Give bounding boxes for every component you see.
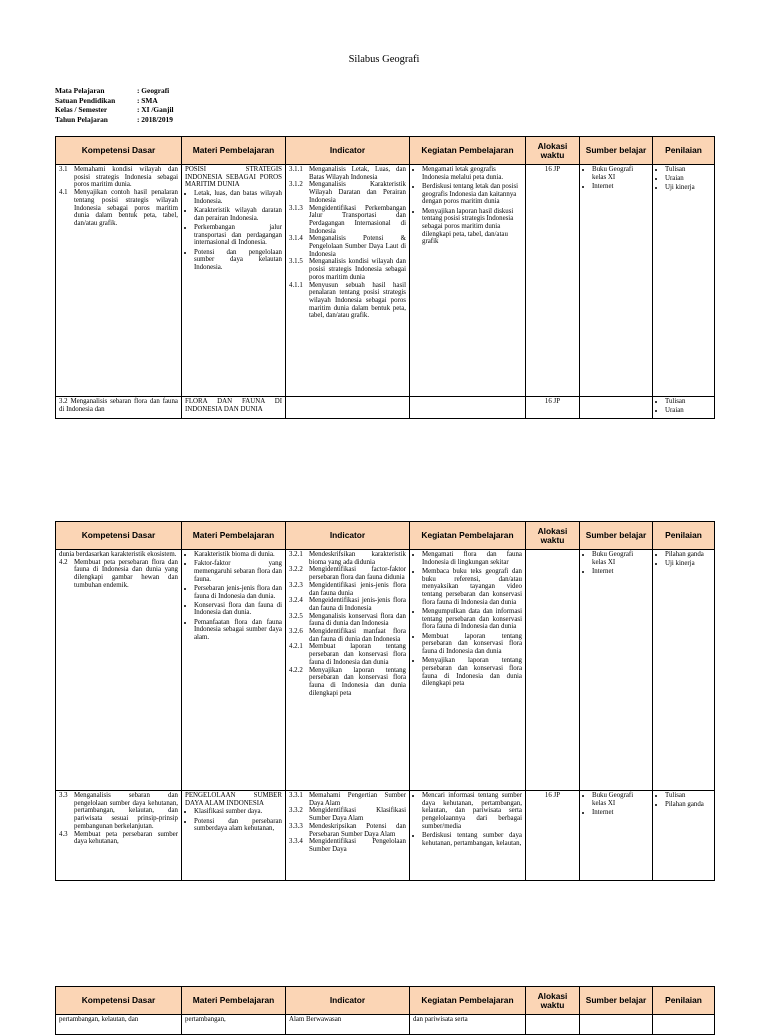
kd-number: 3.1: [59, 166, 68, 173]
list-item: • Uraian: [665, 175, 711, 183]
cell-alokasi: [526, 550, 580, 791]
info-row: [55, 96, 174, 106]
cell-sumber: [580, 791, 653, 881]
indicator-item: [289, 792, 406, 807]
cell-indikator: [286, 397, 410, 419]
cell-kegiatan: [410, 550, 526, 791]
indicator-item: [289, 566, 406, 581]
cell-penilaian: [653, 397, 715, 419]
cell-indikator: Alam Berwawasan: [286, 1015, 410, 1035]
indicator-item: [289, 613, 406, 628]
table-header-row: [56, 522, 715, 550]
indicator-number: 3.2.2: [289, 566, 303, 574]
header-kegiatan: Kegiatan Pembelajaran: [410, 522, 526, 550]
indicator-text: Menganalisis Letak, Luas, dan Batas Wilayah Indonesia: [309, 166, 406, 181]
kd-number: 4.2: [59, 558, 68, 566]
cell-kd: [56, 165, 182, 397]
info-label: Kelas / Semester: [55, 105, 108, 115]
indicator-item: [289, 582, 406, 597]
document-title: Silabus Geografi: [348, 54, 420, 65]
info-row: [55, 115, 174, 125]
list-item: • Persebaran jenis-jenis flora dan fauna di Indonesia dan dunia.: [194, 585, 282, 600]
list-item: • Perkembangan jalur transportasi dan perdagangan internasional di Indonesia.: [194, 224, 282, 247]
indicator-text: Menganalisis konservasi flora dan fauna di dunia dan Indonesia: [309, 612, 406, 628]
indicator-number: 4.1.1: [289, 281, 303, 289]
indicator-text: Menganalisis Karakteristik Wilayah Daratan dan Perairan Indonesia: [309, 181, 406, 204]
header-kegiatan: Kegiatan Pembelajaran: [410, 137, 526, 165]
table-row: [56, 165, 715, 397]
list-item: • Letak, luas, dan batas wilayah Indonesia.: [194, 190, 282, 205]
info-label: Satuan Pendidikan: [55, 95, 116, 105]
indicator-text: Menganalisis kondisi wilayah dan posisi strategis Indonesia sebagai poros maritim dunia: [309, 258, 406, 281]
info-label: Tahun Pelajaran: [55, 114, 108, 124]
syllabus-table-2: [55, 521, 715, 881]
header-indikator: Indicator: [286, 522, 410, 550]
kd-item: [59, 792, 178, 831]
indicator-number: 3.2.4: [289, 597, 303, 605]
cell-sumber: [580, 165, 653, 397]
list-item: • Tulisan: [665, 792, 711, 800]
list-item: • Pilahan ganda: [665, 551, 711, 559]
header-materi: Materi Pembelajaran: [182, 137, 286, 165]
indicator-text: Memahami Pengertian Sumber Daya Alam: [309, 792, 406, 807]
indicator-item: [289, 643, 406, 666]
list-item: • Mengamati letak geografis Indonesia melalui peta dunia.: [422, 166, 522, 181]
list-item: • Uraian: [665, 407, 711, 415]
indicator-text: Mendeskripsikan Potensi dan Persebaran Sumber Daya Alam: [309, 822, 406, 838]
list-item: • Buku Geografi kelas XI: [592, 792, 649, 807]
cell-penilaian: [653, 791, 715, 881]
kd-text: Membuat peta persebaran sumber daya kehutanan,: [74, 830, 178, 846]
indicator-item: [289, 181, 406, 204]
cell-indikator: [286, 165, 410, 397]
header-alokasi: Alokasi waktu: [526, 522, 580, 550]
indicator-number: 3.2.5: [289, 612, 303, 620]
indicator-number: 3.3.3: [289, 822, 303, 830]
header-indikator: Indicator: [286, 137, 410, 165]
table-row: [56, 550, 715, 791]
course-info: [55, 86, 174, 124]
cell-penilaian: [653, 550, 715, 791]
header-sumber: Sumber belajar: [580, 522, 653, 550]
cell-materi: pertambangan,: [182, 1015, 286, 1035]
list-item: • Mencari informasi tentang sumber daya kehutanan, pertambangan, kelautan, dan pariwisata serta pengelolaannya dari berbagai sumber/media: [422, 792, 522, 831]
kd-text: Membuat peta persebaran flora dan fauna di Indonesia dan dunia yang dilengkapi gambar hewan dan tumbuhan endemik.: [74, 558, 178, 589]
indicator-text: Mendeskrifsikan karakteristik bioma yang ada didunia: [309, 551, 406, 566]
list-item: • Internet: [592, 809, 649, 817]
list-item: • Tulisan: [665, 166, 711, 174]
indicator-number: 3.1.5: [289, 258, 303, 266]
list-item: • Berdiskusi tentang letak dan posisi geografis Indonesia dan kaitannya dengan poros maritim dunia: [422, 183, 522, 206]
cell-alokasi: [526, 1015, 580, 1035]
kd-number: 4.1: [59, 189, 68, 197]
table-header-row: [56, 137, 715, 165]
kd-number: 3.3: [59, 792, 68, 799]
table-row: [56, 1015, 715, 1035]
indicator-item: [289, 823, 406, 838]
cell-kd: 3.2 Menganalisis sebaran flora dan fauna di Indonesia dan: [56, 397, 182, 419]
indicator-number: 4.2.2: [289, 666, 303, 674]
cell-kd: [56, 550, 182, 791]
materi-heading: FLORA DAN FAUNA DI INDONESIA DAN DUNIA: [185, 398, 282, 413]
header-penilaian: Penilaian: [653, 522, 715, 550]
info-label: Mata Pelajaran: [55, 86, 105, 95]
cell-materi: [182, 165, 286, 397]
syllabus-table-1: [55, 136, 715, 419]
kd-item: [59, 831, 178, 846]
header-kompetensi-dasar: Kompetensi Dasar: [56, 137, 182, 165]
list-item: • Mengumpulkan data dan informasi tentang persebaran dan konservasi flora fauna di Indonesia dan dunia: [422, 608, 522, 631]
header-kegiatan: Kegiatan Pembelajaran: [410, 987, 526, 1015]
list-item: • Faktor-faktor yang memengaruhi sebaran flora dan fauna.: [194, 560, 282, 583]
materi-heading: POSISI STRATEGIS INDONESIA SEBAGAI POROS MARITIM DUNIA: [185, 166, 282, 189]
cell-sumber: [580, 1015, 653, 1035]
list-item: • Membaca buku teks geografi dan buku referensi, dan/atau menyaksikan tayangan video tentang persebaran dan konservasi flora fauna di Indonesia dan dunia: [422, 568, 522, 607]
list-item: • Menyajikan laporan hasil diskusi tentang posisi strategis Indonesia sebagai poros maritim dunia dilengkapi peta, tabel, dan/atau grafik: [422, 208, 522, 247]
indicator-item: [289, 166, 406, 181]
indicator-item: [289, 235, 406, 258]
kd-number: 4.3: [59, 830, 68, 838]
kd-continuation: dunia berdasarkan karakteristik ekosistem.: [59, 551, 177, 558]
list-item: • Mengamati flora dan fauna Indonesia di lingkungan sekitar: [422, 551, 522, 566]
cell-alokasi: 16 JP: [526, 165, 580, 397]
cell-kd: pertambangan, kelautan, dan: [56, 1015, 182, 1035]
list-item: • Pemanfaatan flora dan fauna Indonesia sebagai sumber daya alam.: [194, 619, 282, 642]
header-kompetensi-dasar: Kompetensi Dasar: [56, 522, 182, 550]
cell-penilaian: [653, 1015, 715, 1035]
indicator-number: 3.3.2: [289, 807, 303, 815]
cell-penilaian: [653, 165, 715, 397]
header-sumber: Sumber belajar: [580, 137, 653, 165]
kd-item: [59, 189, 178, 228]
indicator-number: 3.2.1: [289, 551, 303, 558]
cell-materi: [182, 397, 286, 419]
info-value: : Geografi: [137, 86, 170, 95]
indicator-text: Mengidentifikasi Pengelolaan Sumber Daya: [309, 838, 406, 853]
materi-heading: PENGELOLAAN SUMBER DAYA ALAM INDONESIA: [185, 792, 282, 807]
list-item: • Menyajikan laporan tentang persebaran dan konservasi flora fauna di Indonesia dan dunia dilengkapi peta: [422, 657, 522, 688]
header-sumber: Sumber belajar: [580, 987, 653, 1015]
syllabus-table-3: [55, 986, 715, 1035]
indicator-text: Mengeidentifikasi jenis-jenis flora dan fauna di Indonesia: [309, 597, 406, 612]
indicator-item: [289, 597, 406, 612]
info-row: [55, 105, 174, 115]
list-item: • Klasifikasi sumber daya.: [194, 808, 282, 816]
list-item: • Berdiskusi tentang sumber daya kehutanan, pertambangan, kelautan,: [422, 832, 522, 847]
indicator-number: 3.2.3: [289, 581, 303, 589]
indicator-item: [289, 807, 406, 822]
cell-kegiatan: [410, 165, 526, 397]
indicator-item: [289, 551, 406, 566]
info-value: : 2018/2019: [137, 114, 173, 124]
cell-sumber: [580, 550, 653, 791]
table-row: [56, 397, 715, 419]
kd-text: Menyajikan contoh hasil penalaran tentang posisi strategis wilayah Indonesia sebagai poros maritim dunia dalam bentuk peta, tabel, dan/atau grafik.: [74, 189, 178, 227]
indicator-text: Mengidentifikasi Perkembangan Jalur Transportasi dan Perdagangan Internasional di Indonesia: [309, 204, 406, 235]
header-alokasi: Alokasi waktu: [526, 987, 580, 1015]
indicator-number: 3.1.4: [289, 235, 303, 243]
info-row: [55, 86, 174, 96]
indicator-number: 3.1.3: [289, 204, 303, 212]
list-item: • Karakteristik bioma di dunia.: [194, 551, 282, 559]
indicator-number: 3.1.2: [289, 181, 303, 189]
cell-indikator: [286, 550, 410, 791]
indicator-item: [289, 258, 406, 281]
kd-item: [59, 166, 178, 189]
kd-text: Memahami kondisi wilayah dan posisi strategis Indonesia sebagai poros maritim dunia.: [74, 166, 178, 189]
header-materi: Materi Pembelajaran: [182, 987, 286, 1015]
cell-sumber: [580, 397, 653, 419]
indicator-item: [289, 628, 406, 643]
header-kompetensi-dasar: Kompetensi Dasar: [56, 987, 182, 1015]
cell-indikator: [286, 791, 410, 881]
indicator-number: 3.1.1: [289, 166, 303, 173]
indicator-number: 3.3.1: [289, 792, 303, 799]
list-item: • Uji kinerja: [665, 560, 711, 568]
indicator-number: 3.3.4: [289, 838, 303, 846]
cell-alokasi: 16 JP: [526, 791, 580, 881]
list-item: • Karakteristik wilayah daratan dan perairan Indonesia.: [194, 207, 282, 222]
list-item: • Pilahan ganda: [665, 801, 711, 809]
list-item: • Potensi dan persebaran sumberdaya alam kehutanan,: [194, 818, 282, 833]
info-value: : SMA: [137, 95, 158, 105]
indicator-item: [289, 838, 406, 853]
cell-kd: [56, 791, 182, 881]
indicator-text: Mengidentifikasi Klasifikasi Sumber Daya Alam: [309, 807, 406, 823]
indicator-text: Mengidentifikasi factor-faktor persebaran flora dan fauna didunia: [309, 566, 406, 582]
list-item: • Internet: [592, 183, 649, 191]
list-item: • Buku Geografi kelas XI: [592, 551, 649, 566]
cell-kegiatan: [410, 397, 526, 419]
table-row: [56, 791, 715, 881]
cell-kegiatan: dan pariwisata serta: [410, 1015, 526, 1035]
indicator-text: Mengidentifikasi jenis-jenis flora dan fauna dunia: [309, 581, 406, 597]
indicator-item: [289, 205, 406, 236]
info-value: : XI /Ganjil: [137, 105, 174, 115]
list-item: • Membuat laporan tentang persebaran dan konservasi flora fauna di Indonesia dan dunia: [422, 633, 522, 656]
indicator-text: Menyusun sebuah hasil hasil penalaran tentang posisi strategis wilayah Indonesia sebagai poros maritim dunia dalam bentuk peta, tabel, dan/atau grafik.: [309, 281, 406, 320]
indicator-text: Menyajikan laporan tentang persebaran dan konservasi flora fauna di Indonesia dan dunia dilengkapi peta: [309, 666, 406, 697]
header-materi: Materi Pembelajaran: [182, 522, 286, 550]
indicator-item: [289, 282, 406, 321]
indicator-number: 4.2.1: [289, 643, 303, 651]
indicator-text: Membuat laporan tentang persebaran dan konservasi flora fauna di Indonesia dan dunia: [309, 643, 406, 666]
header-penilaian: Penilaian: [653, 137, 715, 165]
indicator-text: Mengidentifikasi manfaat flora dan fauna di dunia dan Indonesia: [309, 628, 406, 643]
cell-alokasi: 16 JP: [526, 397, 580, 419]
header-alokasi: Alokasi waktu: [526, 137, 580, 165]
indicator-number: 3.2.6: [289, 628, 303, 636]
list-item: • Konservasi flora dan fauna di Indonesia dan dunia.: [194, 602, 282, 617]
table-header-row: [56, 987, 715, 1015]
kd-text: Menganalisis sebaran dan pengelolaan sumber daya kehutanan, pertambangan, kelautan, dan pariwisata sesuai prinsip-prinsip pembangunan berkelanjutan.: [74, 792, 178, 830]
header-penilaian: Penilaian: [653, 987, 715, 1015]
cell-kegiatan: [410, 791, 526, 881]
list-item: • Uji kinerja: [665, 184, 711, 192]
list-item: • Potensi dan pengelolaan sumber daya kelautan Indonesia.: [194, 249, 282, 272]
cell-materi: [182, 550, 286, 791]
indicator-item: [289, 667, 406, 698]
indicator-text: Menganalisis Potensi & Pengelolaan Sumber Daya Laut di Indonesia: [309, 235, 406, 258]
list-item: • Internet: [592, 568, 649, 576]
header-indikator: Indicator: [286, 987, 410, 1015]
cell-materi: [182, 791, 286, 881]
list-item: • Buku Geografi kelas XI: [592, 166, 649, 181]
kd-item: [59, 559, 178, 590]
list-item: • Tulisan: [665, 398, 711, 406]
